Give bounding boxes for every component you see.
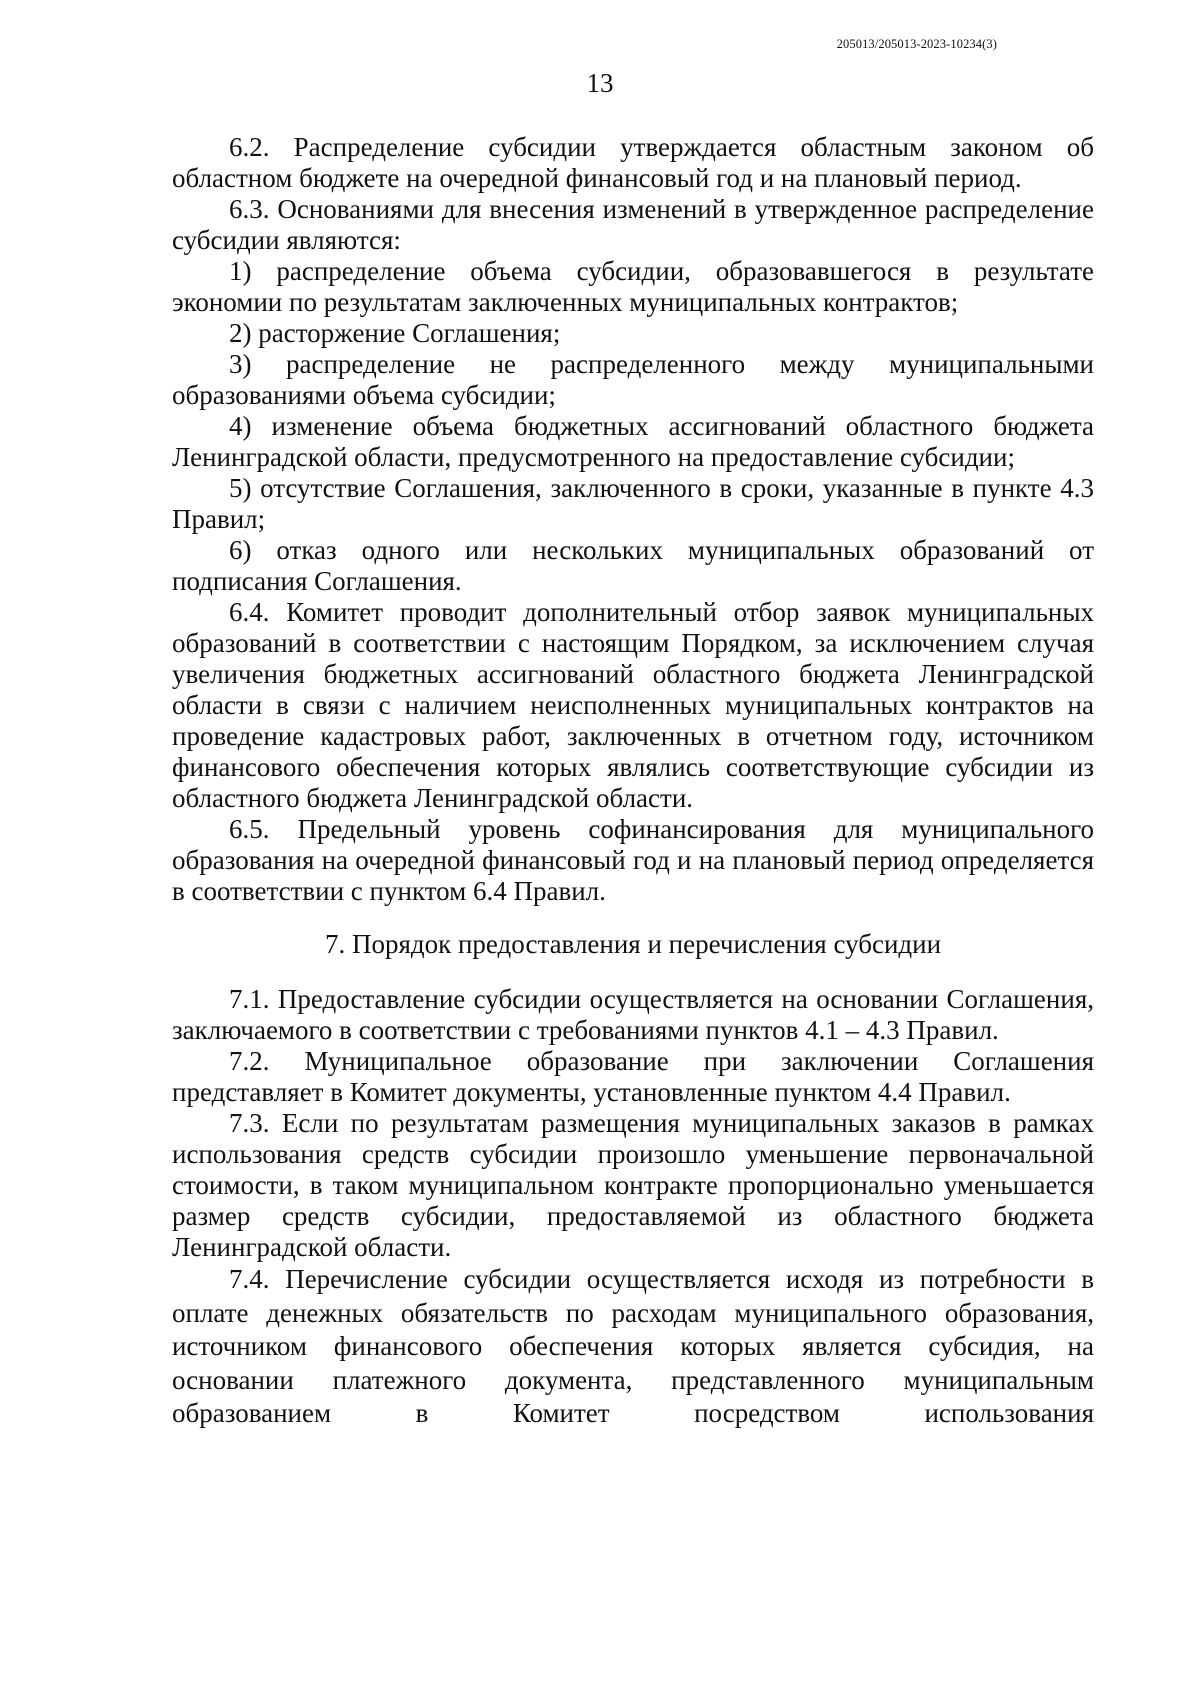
paragraph-6-2: 6.2. Распределение субсидии утверждается областным законом об областном бюджете на очередной финансовый год и на плановый период. [172,132,1094,193]
list-item-3: 3) распределение не распределенного между муниципальными образованиями объема субсидии; [172,349,1094,410]
paragraph-6-4: 6.4. Комитет проводит дополнительный отбор заявок муниципальных образований в соответствии с настоящим Порядком, за исключением случая увеличения бюджетных ассигнований областного бюджета Ленинградской области в связи с наличием неисполненных муниципальных контрактов на проведение кадастровых работ, заключенных в отчетном году, источником финансового обеспечения которых являлись соответствующие субсидии из областного бюджета Ленинградской области. [172,597,1094,813]
paragraph-7-1: 7.1. Предоставление субсидии осуществляется на основании Соглашения, заключаемого в соответствии с требованиями пунктов 4.1 – 4.3 Правил. [172,984,1094,1045]
document-body [172,132,1094,1431]
list-item-6: 6) отказ одного или нескольких муниципальных образований от подписания Соглашения. [172,535,1094,596]
list-item-5: 5) отсутствие Соглашения, заключенного в сроки, указанные в пункте 4.3 Правил; [172,473,1094,534]
paragraph-6-5: 6.5. Предельный уровень софинансирования для муниципального образования на очередной финансовый год и на плановый период определяется в соответствии с пунктом 6.4 Правил. [172,814,1094,906]
list-item-1: 1) распределение объема субсидии, образовавшегося в результате экономии по результатам заключенных муниципальных контрактов; [172,256,1094,317]
paragraph-6-3: 6.3. Основаниями для внесения изменений в утвержденное распределение субсидии являются: [172,194,1094,255]
paragraph-7-3: 7.3. Если по результатам размещения муниципальных заказов в рамках использования средств субсидии произошло уменьшение первоначальной стоимости, в таком муниципальном контракте пропорционально уменьшается размер средств субсидии, предоставляемой из областного бюджета Ленинградской области. [172,1108,1094,1262]
list-item-2: 2) расторжение Соглашения; [229,318,561,348]
paragraph-7-2: 7.2. Муниципальное образование при заключении Соглашения представляет в Комитет документы, установленные пунктом 4.4 Правил. [172,1046,1094,1107]
list-item-4: 4) изменение объема бюджетных ассигнований областного бюджета Ленинградской области, предусмотренного на предоставление субсидии; [172,411,1094,472]
document-id: 205013/205013-2023-10234(3) [836,37,997,51]
page-number: 13 [586,68,614,98]
paragraph-7-4: 7.4. Перечисление субсидии осуществляется исходя из потребности в оплате денежных обязательств по расходам муниципального образования, источником финансового обеспечения которых является субсидия, на основании платежного документа, представленного муниципальным образованием в Комитет посредством использования [172,1264,1094,1428]
section-7-heading: 7. Порядок предоставления и перечисления субсидии [324,929,942,959]
